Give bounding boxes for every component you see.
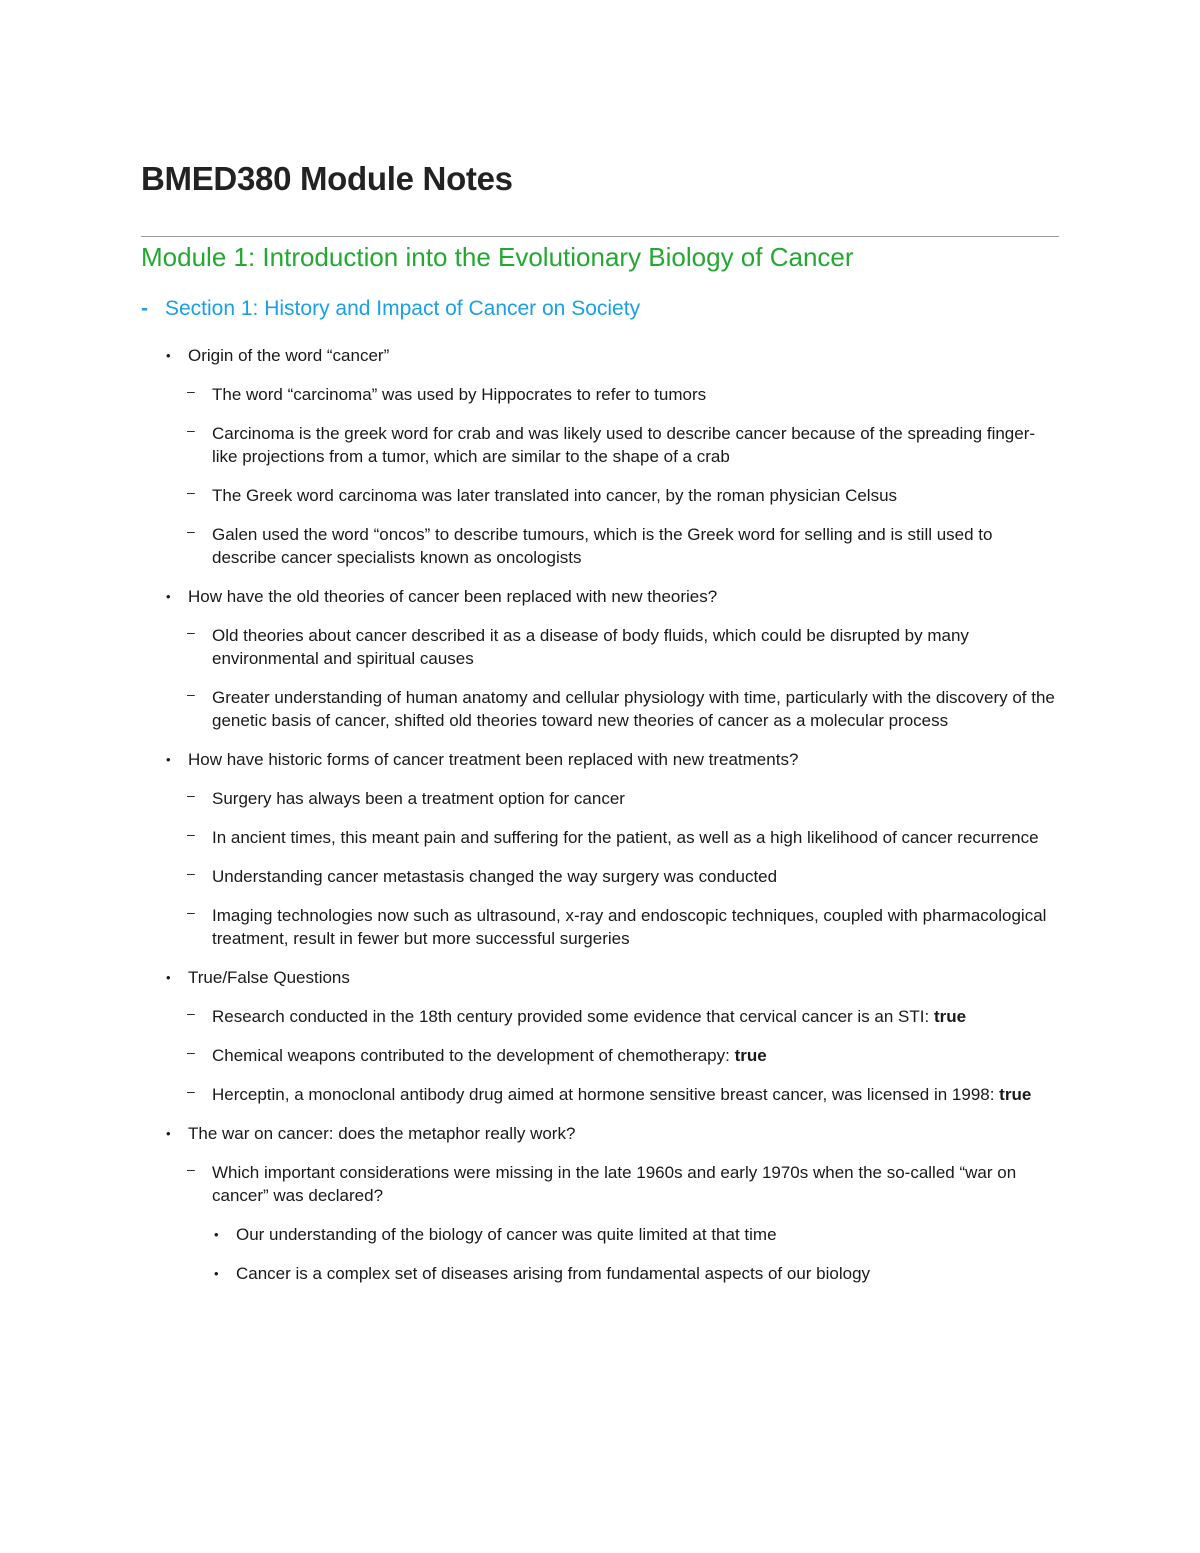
sub-item-text: The word “carcinoma” was used by Hippocrates to refer to tumors xyxy=(212,385,707,404)
dash-mark: – xyxy=(187,1044,195,1060)
question-text: Chemical weapons contributed to the development of chemotherapy: xyxy=(212,1046,735,1065)
sub-item xyxy=(160,826,1060,849)
bullet-mark: • xyxy=(166,1126,171,1141)
dash-mark: – xyxy=(187,422,195,438)
bullet-theories xyxy=(160,585,1060,608)
sub-item-text: Galen used the word “oncos” to describe tumours, which is the Greek word for selling and is still used to describe cancer specialists known as oncologists xyxy=(212,525,993,567)
bullet-text: How have historic forms of cancer treatment been replaced with new treatments? xyxy=(188,750,799,769)
document-title: BMED380 Module Notes xyxy=(141,160,513,197)
sub-item-text: In ancient times, this meant pain and suffering for the patient, as well as a high likelihood of cancer recurrence xyxy=(212,828,1039,847)
dash-mark: – xyxy=(187,1083,195,1099)
dash-mark: – xyxy=(187,904,195,920)
sub-item xyxy=(160,865,1060,888)
dash-mark: – xyxy=(187,826,195,842)
sub-item xyxy=(160,624,1060,670)
bullet-mark: • xyxy=(166,589,171,604)
section-heading xyxy=(141,297,640,321)
question-item xyxy=(160,1005,1060,1028)
module-heading: Module 1: Introduction into the Evolutionary Biology of Cancer xyxy=(141,242,854,272)
dash-mark: – xyxy=(187,523,195,539)
title-divider xyxy=(141,236,1059,237)
bullet-text: True/False Questions xyxy=(188,968,350,987)
section-heading-text: Section 1: History and Impact of Cancer on Society xyxy=(165,297,641,320)
bullet-mark: • xyxy=(166,752,171,767)
bullet-text: The war on cancer: does the metaphor really work? xyxy=(188,1124,576,1143)
answer-text: true xyxy=(734,1046,767,1065)
sub-item xyxy=(160,1161,1060,1207)
dash-mark: – xyxy=(187,383,195,399)
nested-item xyxy=(160,1223,1060,1246)
question-item xyxy=(160,1044,1060,1067)
dash-mark: – xyxy=(187,484,195,500)
sub-item xyxy=(160,904,1060,950)
sub-item xyxy=(160,383,1060,406)
bullet-text: Origin of the word “cancer” xyxy=(188,346,390,365)
bullet-war-on-cancer xyxy=(160,1122,1060,1145)
dash-mark: – xyxy=(187,1161,195,1177)
question-text: Research conducted in the 18th century provided some evidence that cervical cancer is an STI: xyxy=(212,1007,934,1026)
bullet-mark: • xyxy=(166,970,171,985)
nested-item xyxy=(160,1262,1060,1285)
sub-item xyxy=(160,484,1060,507)
nested-item-text: Our understanding of the biology of cancer was quite limited at that time xyxy=(236,1225,777,1244)
dash-mark: – xyxy=(187,865,195,881)
bullet-mark: • xyxy=(214,1266,219,1281)
dash-mark: – xyxy=(187,624,195,640)
sub-item-text: Which important considerations were missing in the late 1960s and early 1970s when the so-called “war on cancer” was declared? xyxy=(212,1163,1017,1205)
sub-item-text: Greater understanding of human anatomy and cellular physiology with time, particularly with the discovery of the genetic basis of cancer, shifted old theories toward new theories of cancer as a molecular process xyxy=(212,688,1055,730)
sub-item xyxy=(160,422,1060,468)
dash-mark: – xyxy=(187,1005,195,1021)
section-dash: - xyxy=(141,297,148,320)
sub-item-text: Carcinoma is the greek word for crab and was likely used to describe cancer because of the spreading finger-like projections from a tumor, which are similar to the shape of a crab xyxy=(212,424,1036,466)
bullet-treatments xyxy=(160,748,1060,771)
bullet-mark: • xyxy=(214,1227,219,1242)
sub-item-text: Understanding cancer metastasis changed the way surgery was conducted xyxy=(212,867,778,886)
sub-item-text: Surgery has always been a treatment option for cancer xyxy=(212,789,625,808)
bullet-true-false xyxy=(160,966,1060,989)
question-text: Herceptin, a monoclonal antibody drug aimed at hormone sensitive breast cancer, was licensed in 1998: xyxy=(212,1085,1000,1104)
notes-body xyxy=(160,344,1060,1301)
sub-item-text: The Greek word carcinoma was later translated into cancer, by the roman physician Celsus xyxy=(212,486,898,505)
bullet-origin xyxy=(160,344,1060,367)
sub-item-text: Old theories about cancer described it as a disease of body fluids, which could be disrupted by many environmental and spiritual causes xyxy=(212,626,969,668)
bullet-text: How have the old theories of cancer been replaced with new theories? xyxy=(188,587,718,606)
sub-item xyxy=(160,686,1060,732)
sub-item xyxy=(160,787,1060,810)
nested-item-text: Cancer is a complex set of diseases arising from fundamental aspects of our biology xyxy=(236,1264,871,1283)
answer-text: true xyxy=(999,1085,1032,1104)
question-item xyxy=(160,1083,1060,1106)
sub-item-text: Imaging technologies now such as ultrasound, x-ray and endoscopic techniques, coupled with pharmacological treatment, result in fewer but more successful surgeries xyxy=(212,906,1047,948)
dash-mark: – xyxy=(187,686,195,702)
dash-mark: – xyxy=(187,787,195,803)
sub-item xyxy=(160,523,1060,569)
bullet-mark: • xyxy=(166,348,171,363)
answer-text: true xyxy=(933,1007,967,1026)
